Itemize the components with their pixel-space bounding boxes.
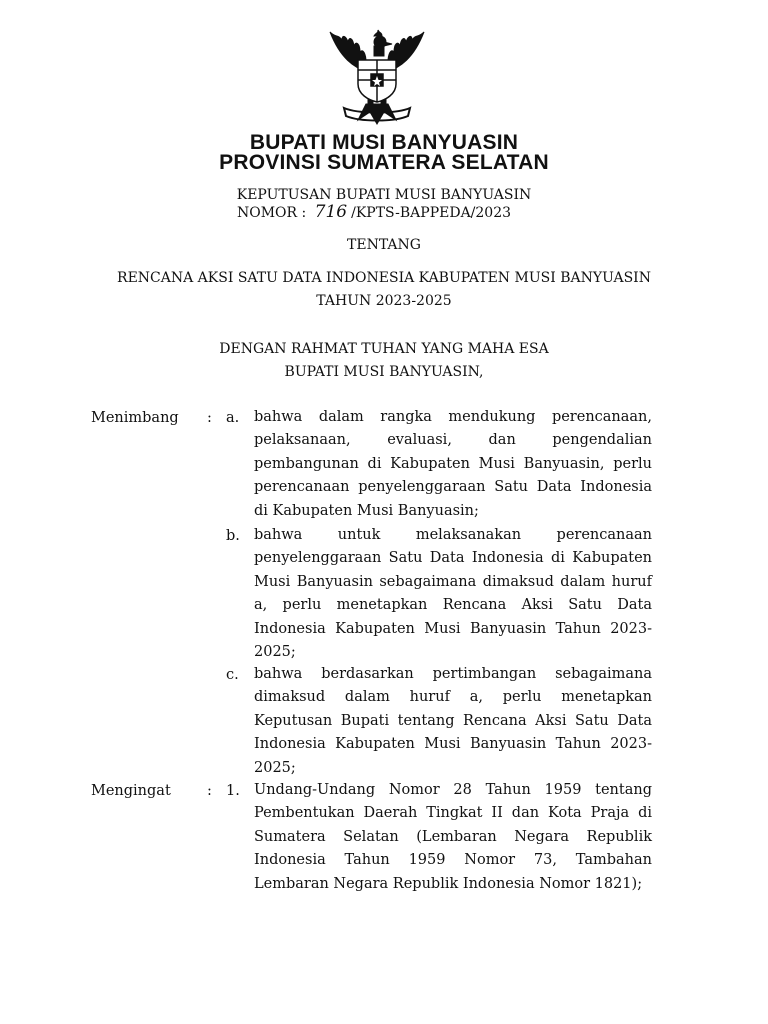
menimbang-item-b-marker: b. xyxy=(226,528,240,544)
decree-subject-line2: TAHUN 2023-2025 xyxy=(316,293,452,309)
mengingat-item-1-text: Undang-Undang Nomor 28 Tahun 1959 tentang Pembentukan Daerah Tingkat II dan Kota Praja di Sumatera Selatan (Lembaran Negara Republik Indonesia Tahun 1959 Nomor 73, Tambahan Lembaran Negara Republik Indonesia Nomor 1821); xyxy=(254,782,652,892)
menimbang-colon: : xyxy=(207,410,212,426)
decree-title: KEPUTUSAN BUPATI MUSI BANYUASIN xyxy=(236,187,532,203)
preamble-line2: BUPATI MUSI BANYUASIN, xyxy=(284,364,484,380)
menimbang-item-c-marker: c. xyxy=(226,667,239,683)
decree-number xyxy=(0,204,758,222)
menimbang-item-a-text: bahwa dalam rangka mendukung perencanaan, pelaksanaan, evaluasi, dan pengendalian pembangunan di Kabupaten Musi Banyuasin, perlu perencanaan penyelenggaraan Satu Data Indonesia di Kabupaten Musi Banyuasin; xyxy=(254,409,652,519)
decree-number-handwritten: 716 xyxy=(314,202,348,222)
preamble-line1: DENGAN RAHMAT TUHAN YANG MAHA ESA xyxy=(219,341,549,357)
menimbang-item-a-marker: a. xyxy=(226,410,240,426)
mengingat-colon: : xyxy=(207,783,212,799)
tentang-heading: TENTANG xyxy=(347,237,421,253)
mengingat-item-1-marker: 1. xyxy=(226,783,240,799)
menimbang-item-b-text: bahwa untuk melaksanakan perencanaan penyelenggaraan Satu Data Indonesia di Kabupaten Musi Banyuasin sebagaimana dimaksud dalam huruf a, perlu menetapkan Rencana Aksi Satu Data Indonesia Kabupaten Musi Banyuasin Tahun 2023-2025; xyxy=(254,527,652,661)
mengingat-label: Mengingat xyxy=(91,783,171,799)
menimbang-item-c-text: bahwa berdasarkan pertimbangan sebagaimana dimaksud dalam huruf a, perlu menetapkan Keputusan Bupati tentang Rencana Aksi Satu Data Indonesia Kabupaten Musi Banyuasin Tahun 2023-2025; xyxy=(254,666,652,776)
issuer-title: BUPATI MUSI BANYUASIN xyxy=(249,131,519,154)
decree-number-suffix: /KPTS-BAPPEDA/2023 xyxy=(351,205,512,221)
decree-subject-line1: RENCANA AKSI SATU DATA INDONESIA KABUPATEN MUSI BANYUASIN xyxy=(117,270,651,286)
menimbang-label: Menimbang xyxy=(91,410,179,426)
decree-number-label: NOMOR : xyxy=(236,205,307,221)
issuer-province: PROVINSI SUMATERA SELATAN xyxy=(219,151,549,174)
garuda-emblem-icon xyxy=(318,24,436,128)
